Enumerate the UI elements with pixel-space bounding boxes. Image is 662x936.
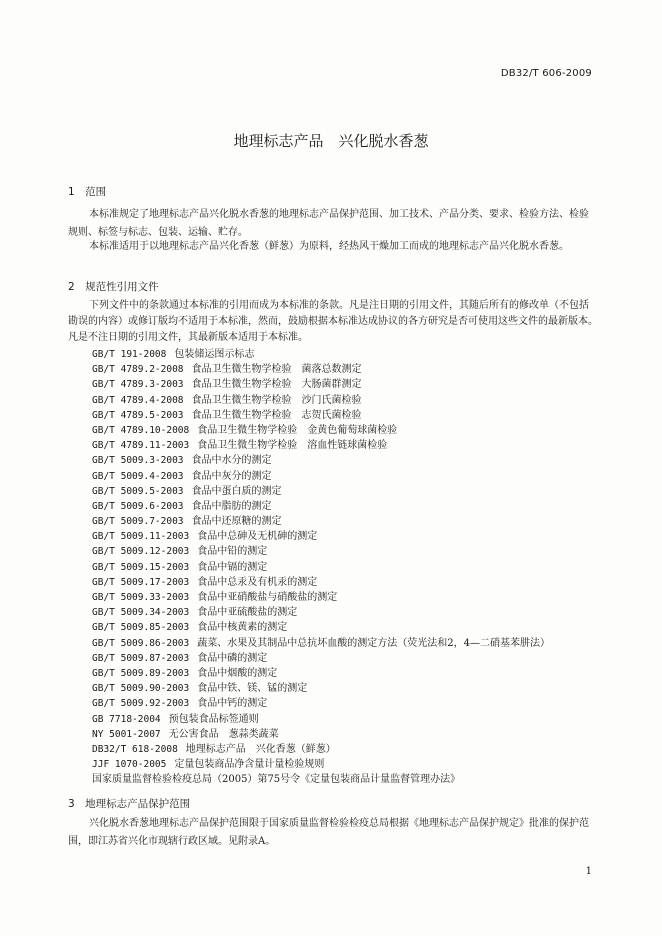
reference-item [92,393,550,408]
reference-item [92,544,550,559]
section-2-paragraph-1: 下列文件中的条款通过本标准的引用而成为本标准的条款。凡是注日期的引用文件，其随后所有的修改单（不包括勘误的内容）或修订版均不适用于本标准，然而，鼓励根据本标准达成协议的各方研究是否可使用这些文件的最新版本。凡是不注日期的引用文件，其最新版本适用于本标准。 [68,300,598,343]
reference-item [92,438,550,453]
reference-title: 食品卫生微生物学检验 志贺氏菌检验 [191,409,362,421]
reference-title: 食品中总汞及有机汞的测定 [197,576,318,588]
reference-item [92,605,550,620]
reference-code: GB/T 4789.10-2008 [92,424,190,436]
reference-title: 食品中还原糖的测定 [191,516,282,528]
reference-code: GB/T 5009.87-2003 [92,652,190,664]
reference-code: GB/T 5009.89-2003 [92,667,190,679]
reference-code: GB/T 5009.15-2003 [92,561,190,573]
reference-title: 食品中核黄素的测定 [197,622,288,634]
reference-item [92,651,550,666]
section-1-paragraph-1: 本标准规定了地理标志产品兴化脱水香葱的地理标志产品保护范围、加工技术、产品分类、要求、检验方法、检验规则、标签与标志、包装、运输、贮存。 [68,209,589,238]
reference-code: GB/T 5009.7-2003 [92,516,184,528]
reference-item [92,575,550,590]
reference-code: GB/T 5009.90-2003 [92,683,190,695]
reference-title: 食品中脂肪的测定 [191,500,272,512]
reference-code: GB/T 5009.33-2003 [92,592,190,603]
section-3-title: 3 地理标志产品保护范围 [68,798,191,810]
reference-title: 食品中铁、镁、锰的测定 [197,683,308,695]
reference-code: GB/T 4789.2-2008 [92,364,184,376]
reference-item [92,453,550,468]
reference-title: 食品中蛋白质的测定 [191,485,282,497]
reference-title: 食品中亚硫酸盐的测定 [197,607,298,619]
reference-item [92,681,550,696]
reference-code: DB32/T 618-2008 [92,743,178,755]
reference-title: 食品中灰分的测定 [191,470,272,482]
reference-title: 食品中水分的测定 [191,455,272,467]
reference-title: 无公害食品 葱蒜类蔬菜 [168,728,279,740]
reference-title: 食品中铅的测定 [197,546,268,558]
reference-item [92,499,550,514]
reference-item [92,742,550,757]
standard-number: DB32/T 606-2009 [500,68,592,79]
reference-item [92,772,550,787]
reference-item [92,727,550,742]
reference-code: GB/T 5009.11-2003 [92,531,190,543]
reference-code: GB/T 4789.11-2003 [92,440,190,452]
reference-title: 食品中亚硝酸盐与硝酸盐的测定 [197,592,338,603]
reference-title: 包装储运图示标志 [174,349,255,360]
reference-code: GB/T 5009.4-2003 [92,470,184,482]
reference-item [92,377,550,392]
reference-item [92,757,550,772]
reference-item [92,590,550,605]
section-1-title: 1 范围 [68,186,107,198]
page-number: 1 [585,866,592,877]
reference-item [92,620,550,635]
reference-item [92,514,550,529]
reference-code: GB/T 5009.34-2003 [92,607,190,619]
reference-code: GB/T 5009.12-2003 [92,546,190,558]
reference-item [92,712,550,727]
section-1-paragraph-2: 本标准适用于以地理标志产品兴化香葱（鲜葱）为原料，经热风干燥加工而成的地理标志产品兴化脱水香葱。 [89,241,569,252]
reference-code: GB/T 5009.86-2003 [92,637,190,649]
reference-code: GB/T 4789.4-2008 [92,394,184,406]
reference-title: 预包装食品标签通则 [168,713,259,725]
reference-code: GB/T 4789.3-2003 [92,379,184,391]
reference-title: 定量包装商品净含量计量检验规则 [174,759,325,771]
reference-item [92,347,550,362]
normative-references-list [92,347,550,787]
reference-title: 食品卫生微生物学检验 金黄色葡萄球菌检验 [197,424,398,436]
reference-item [92,666,550,681]
reference-item [92,484,550,499]
reference-title: 食品中钙的测定 [197,698,268,710]
reference-title: 食品中镉的测定 [197,561,268,573]
reference-title: 食品卫生微生物学检验 菌落总数测定 [191,364,362,376]
reference-title: 食品卫生微生物学检验 溶血性链球菌检验 [197,440,388,452]
document-title: 地理标志产品 兴化脱水香葱 [233,132,429,150]
reference-title: 地理标志产品 兴化香葱（鲜葱） [185,743,336,755]
reference-code: GB/T 5009.6-2003 [92,500,184,512]
section-3-paragraph-1: 兴化脱水香葱地理标志产品保护范围限于国家质量监督检验检疫总局根据《地理标志产品保护规定》批准的保护范围，即江苏省兴化市现辖行政区域。见附录A。 [68,818,589,847]
reference-code: JJF 1070-2005 [92,759,167,771]
reference-title: 食品卫生微生物学检验 大肠菌群测定 [191,379,362,391]
reference-title: 食品卫生微生物学检验 沙门氏菌检验 [191,394,362,406]
reference-title: 国家质量监督检验检疫总局（2005）第75号令《定量包装商品计量监督管理办法》 [92,774,461,786]
reference-item [92,408,550,423]
reference-item [92,469,550,484]
section-2-title: 2 规范性引用文件 [68,281,159,293]
reference-item [92,362,550,377]
reference-title: 蔬菜、水果及其制品中总抗坏血酸的测定方法（荧光法和2，4—二硝基苯肼法） [197,637,550,649]
reference-item [92,636,550,651]
reference-code: NY 5001-2007 [92,728,161,740]
reference-code: GB/T 5009.85-2003 [92,622,190,634]
reference-title: 食品中烟酸的测定 [197,667,278,679]
reference-code: GB/T 5009.92-2003 [92,698,190,710]
reference-code: GB/T 4789.5-2003 [92,409,184,421]
reference-title: 食品中磷的测定 [197,652,268,664]
reference-code: GB 7718-2004 [92,713,161,725]
reference-item [92,423,550,438]
reference-item [92,560,550,575]
reference-code: GB/T 5009.17-2003 [92,576,190,588]
reference-code: GB/T 5009.3-2003 [92,455,184,467]
reference-code: GB/T 5009.5-2003 [92,485,184,497]
reference-item [92,529,550,544]
reference-title: 食品中总砷及无机砷的测定 [197,531,318,543]
reference-item [92,696,550,711]
reference-code: GB/T 191-2008 [92,349,167,360]
